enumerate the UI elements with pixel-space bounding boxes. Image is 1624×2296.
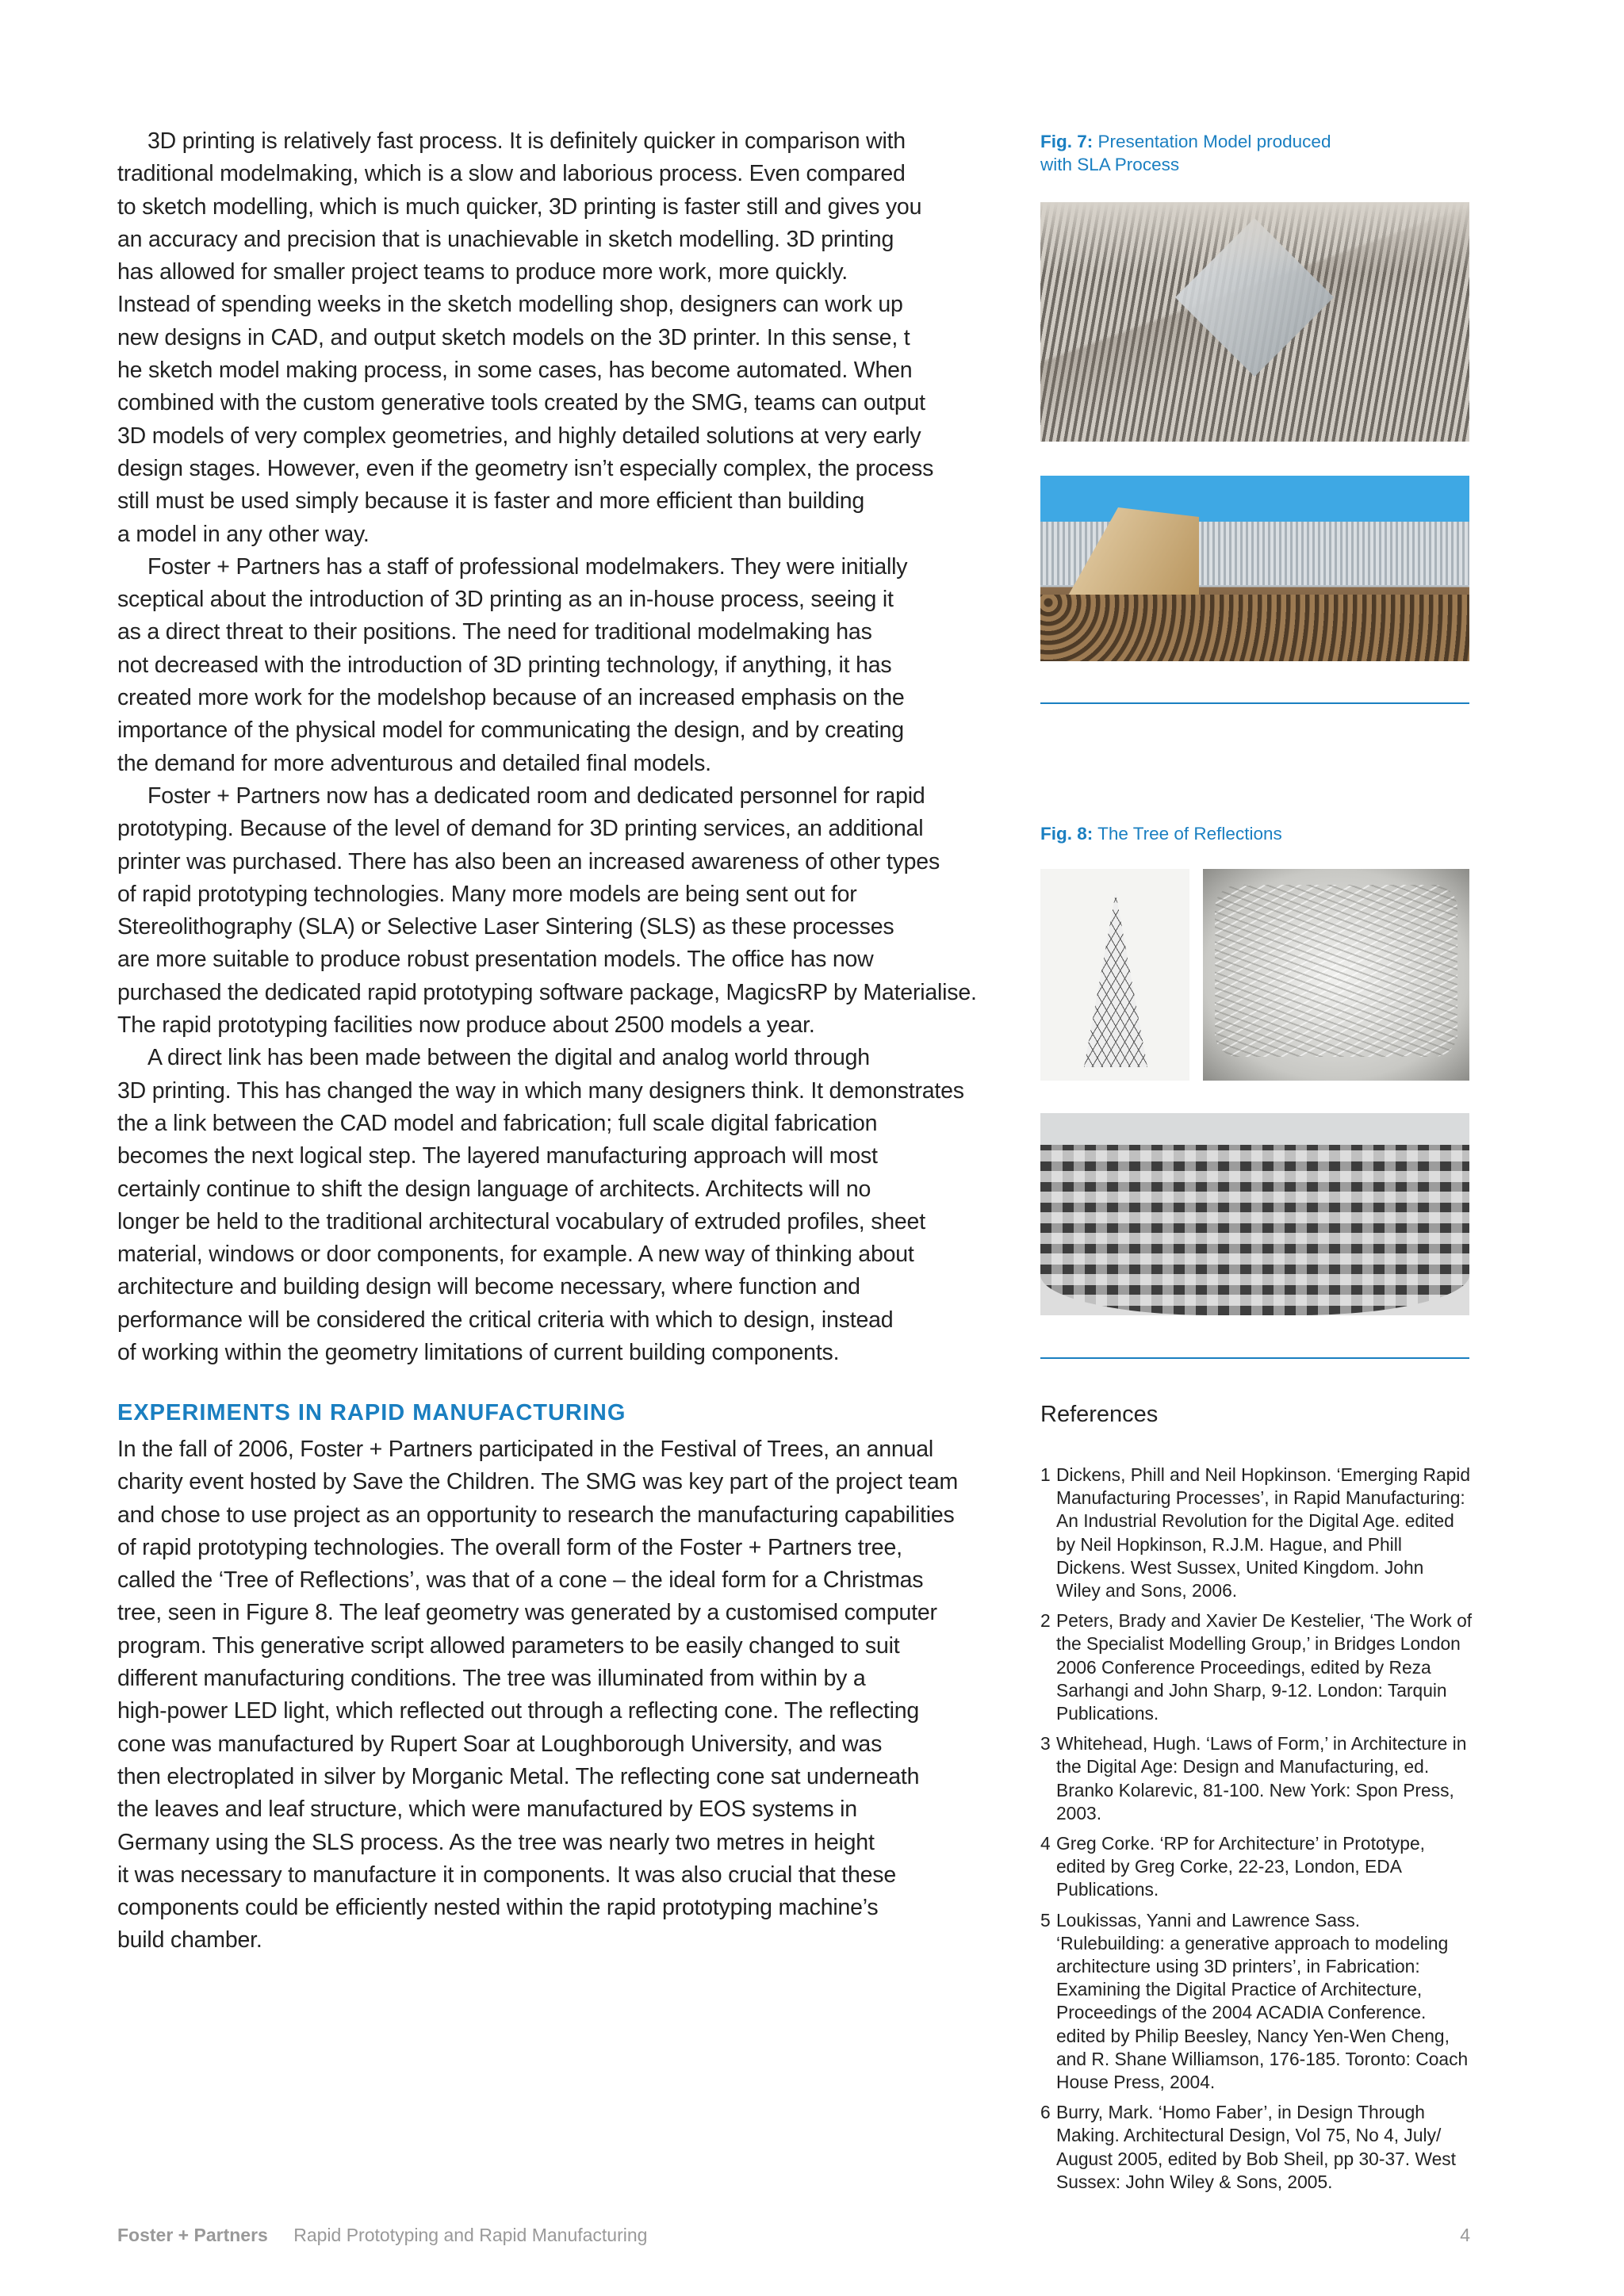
body-text-line: an accuracy and precision that is unachievable in sketch modelling. 3D printing xyxy=(117,226,894,252)
body-text-line: 3D printing is relatively fast process. It is definitely quicker in comparison with xyxy=(147,128,906,154)
section-text-line: components could be efficiently nested within the rapid prototyping machine’s xyxy=(117,1895,879,1921)
body-text-line: are more suitable to produce robust presentation models. The office has now xyxy=(117,947,874,973)
body-text-line: traditional modelmaking, which is a slow and laborious process. Even compared xyxy=(117,161,906,187)
section-text-line: then electroplated in silver by Morganic Metal. The reflecting cone sat underneath xyxy=(117,1763,920,1789)
body-text-line: has allowed for smaller project teams to produce more work, more quickly. xyxy=(117,259,848,285)
section-text-line: charity event hosted by Save the Children. The SMG was key part of the project team xyxy=(117,1469,959,1495)
reference-text: Whitehead, Hugh. ‘Laws of Form,’ in Architecture in the Digital Age: Design and Manufacturing, ed. Branko Kolarevic, 81-100. New York: Spon Press, 2003. xyxy=(1056,1733,1467,1823)
body-text-line: the a link between the CAD model and fabrication; full scale digital fabrication xyxy=(117,1110,878,1136)
fig7-label: Fig. 7: xyxy=(1040,132,1094,151)
references-list xyxy=(1040,1464,1473,2201)
section-heading: EXPERIMENTS IN RAPID MANUFACTURING xyxy=(117,1400,626,1425)
reference-number: 5 xyxy=(1040,1909,1051,1931)
body-text-line: of working within the geometry limitations of current building components. xyxy=(117,1339,840,1365)
body-text-line: Stereolithography (SLA) or Selective Laser Sintering (SLS) as these processes xyxy=(117,914,894,940)
reference-text: Dickens, Phill and Neil Hopkinson. ‘Emerging Rapid Manufacturing Processes’, in Rapid Manufacturing: An Industrial Revolution for the Digital Age. edited by Neil Hopkinson, R.J.M. Hague, and Phill Dickens. West Sussex, United Kingdom. John Wiley and Sons, 2006. xyxy=(1056,1464,1471,1601)
body-text-line: the demand for more adventurous and detailed final models. xyxy=(117,750,711,776)
references-title: References xyxy=(1040,1402,1159,1427)
divider xyxy=(1040,702,1469,704)
fig8-tree-photo-leaves xyxy=(1203,869,1469,1081)
reference-number: 6 xyxy=(1040,2102,1051,2123)
section-text-line: high-power LED light, which reflected out through a reflecting cone. The reflecting xyxy=(117,1698,920,1724)
body-text-line: created more work for the modelshop because of an increased emphasis on the xyxy=(117,685,905,711)
reference-text: Loukissas, Yanni and Lawrence Sass. ‘Rulebuilding: a generative approach to modeling architecture using 3D printers’, in Fabrication: Examining the Digital Practice of Architecture, Proceedings of the 2004 ACADIA Conference. edited by Philip Beesley, Nancy Yen-Wen Cheng, and R. Shane Williamson, 176-185. Toronto: Coach House Press, 2004. xyxy=(1056,1909,1469,2093)
section-text-line: and chose to use project as an opportunity to research the manufacturing capabilities xyxy=(117,1502,955,1528)
fig7-caption-line2: with SLA Process xyxy=(1040,155,1180,174)
body-text-line: material, windows or door components, for example. A new way of thinking about xyxy=(117,1242,914,1268)
reference-item xyxy=(1040,1909,1473,2095)
body-text-line: The rapid prototyping facilities now produce about 2500 models a year. xyxy=(117,1012,815,1039)
body-text-line: a model in any other way. xyxy=(117,521,370,547)
fig7-photo-model-elevation xyxy=(1040,476,1469,661)
footer-title: Rapid Prototyping and Rapid Manufacturing xyxy=(293,2225,648,2245)
fig8-reflecting-cone-photo xyxy=(1040,1113,1469,1315)
body-text-line: sceptical about the introduction of 3D printing as an in-house process, seeing it xyxy=(117,587,894,613)
body-text-line: 3D models of very complex geometries, and highly detailed solutions at very early xyxy=(117,423,921,449)
section-body xyxy=(117,1433,1013,1957)
body-text-line: importance of the physical model for communicating the design, and by creating xyxy=(117,718,904,744)
section-text-line: tree, seen in Figure 8. The leaf geometry was generated by a customised computer xyxy=(117,1600,937,1626)
body-text-line: design stages. However, even if the geometry isn’t especially complex, the process xyxy=(117,455,934,481)
body-text-line: combined with the custom generative tools created by the SMG, teams can output xyxy=(117,390,925,416)
body-text-line: still must be used simply because it is faster and more efficient than building xyxy=(117,488,865,515)
body-text-line: purchased the dedicated rapid prototyping software package, MagicsRP by Materialise. xyxy=(117,979,977,1005)
body-text-line: architecture and building design will become necessary, where function and xyxy=(117,1274,860,1300)
body-text xyxy=(117,125,1013,1369)
section-text-line: build chamber. xyxy=(117,1927,262,1954)
section-text-line: Germany using the SLS process. As the tree was nearly two metres in height xyxy=(117,1829,875,1855)
body-text-line: performance will be considered the critical criteria with which to design, instead xyxy=(117,1307,894,1333)
fig8-caption xyxy=(1040,822,1469,845)
section-text-line: cone was manufactured by Rupert Soar at Loughborough University, and was xyxy=(117,1731,883,1757)
reference-number: 1 xyxy=(1040,1464,1051,1485)
reference-number: 2 xyxy=(1040,1610,1051,1632)
body-text-line: Foster + Partners now has a dedicated room and dedicated personnel for rapid xyxy=(147,783,925,809)
reference-item xyxy=(1040,2101,1473,2194)
footer-brand: Foster + Partners xyxy=(117,2225,268,2245)
reference-text: Peters, Brady and Xavier De Kestelier, ‘The Work of the Specialist Modelling Group,’ in Bridges London 2006 Conference Proceedings, edited by Reza Sarhangi and John Sharp, 9-12. London: Tarquin Publications. xyxy=(1056,1610,1473,1724)
divider xyxy=(1040,1357,1469,1359)
body-text-line: of rapid prototyping technologies. Many more models are being sent out for xyxy=(117,881,857,907)
section-text-line: different manufacturing conditions. The tree was illuminated from within by a xyxy=(117,1666,866,1692)
reference-text: Burry, Mark. ‘Homo Faber’, in Design Through Making. Architectural Design, Vol 75, No 4, July/ August 2005, edited by Bob Sheil, pp 30-37. West Sussex: John Wiley & Sons, 2005. xyxy=(1056,2102,1456,2192)
section-text-line: of rapid prototyping technologies. The overall form of the Foster + Partners tree, xyxy=(117,1534,902,1560)
body-text-line: printer was purchased. There has also been an increased awareness of other types xyxy=(117,848,940,874)
body-text-line: A direct link has been made between the digital and analog world through xyxy=(147,1045,870,1071)
body-text-line: he sketch model making process, in some cases, has become automated. When xyxy=(117,358,913,384)
body-text-line: new designs in CAD, and output sketch models on the 3D printer. In this sense, t xyxy=(117,324,910,350)
fig8-caption-text: The Tree of Reflections xyxy=(1097,824,1282,844)
section-text-line: the leaves and leaf structure, which were manufactured by EOS systems in xyxy=(117,1797,857,1823)
reference-item xyxy=(1040,1732,1473,1825)
body-text-line: not decreased with the introduction of 3D printing technology, if anything, it has xyxy=(117,652,892,678)
body-text-line: Foster + Partners has a staff of professional modelmakers. They were initially xyxy=(147,553,908,580)
fig7-photo-aerial-model xyxy=(1040,202,1469,442)
section-text-line: it was necessary to manufacture it in components. It was also crucial that these xyxy=(117,1862,896,1888)
body-text-line: certainly continue to shift the design language of architects. Architects will no xyxy=(117,1176,871,1202)
body-text-line: 3D printing. This has changed the way in which many designers think. It demonstrates xyxy=(117,1077,964,1104)
fig8-tree-sketch xyxy=(1040,869,1189,1081)
reference-item xyxy=(1040,1832,1473,1902)
reference-item xyxy=(1040,1464,1473,1602)
reference-number: 3 xyxy=(1040,1733,1051,1755)
fig7-caption-line1: Presentation Model produced xyxy=(1097,132,1331,151)
section-text-line: In the fall of 2006, Foster + Partners participated in the Festival of Trees, an annual xyxy=(117,1437,933,1462)
reference-item xyxy=(1040,1609,1473,1725)
body-text-line: as a direct threat to their positions. The need for traditional modelmaking has xyxy=(117,619,872,645)
section-text-line: called the ‘Tree of Reflections’, was that of a cone – the ideal form for a Christmas xyxy=(117,1567,924,1594)
fig8-label: Fig. 8: xyxy=(1040,824,1094,844)
body-text-line: to sketch modelling, which is much quicker, 3D printing is faster still and gives you xyxy=(117,193,922,220)
body-text-line: becomes the next logical step. The layered manufacturing approach will most xyxy=(117,1143,878,1169)
body-text-line: longer be held to the traditional architectural vocabulary of extruded profiles, sheet xyxy=(117,1208,925,1234)
reference-number: 4 xyxy=(1040,1833,1051,1854)
section-text-line: program. This generative script allowed parameters to be easily changed to suit xyxy=(117,1632,900,1659)
page-number: 4 xyxy=(1460,2225,1470,2245)
fig7-caption xyxy=(1040,130,1469,176)
reference-text: Greg Corke. ‘RP for Architecture’ in Prototype, edited by Greg Corke, 22-23, London, EDA Publications. xyxy=(1056,1833,1425,1900)
body-text-line: Instead of spending weeks in the sketch modelling shop, designers can work up xyxy=(117,292,903,318)
page-footer xyxy=(117,2225,1470,2246)
body-text-line: prototyping. Because of the level of demand for 3D printing services, an additional xyxy=(117,816,924,842)
